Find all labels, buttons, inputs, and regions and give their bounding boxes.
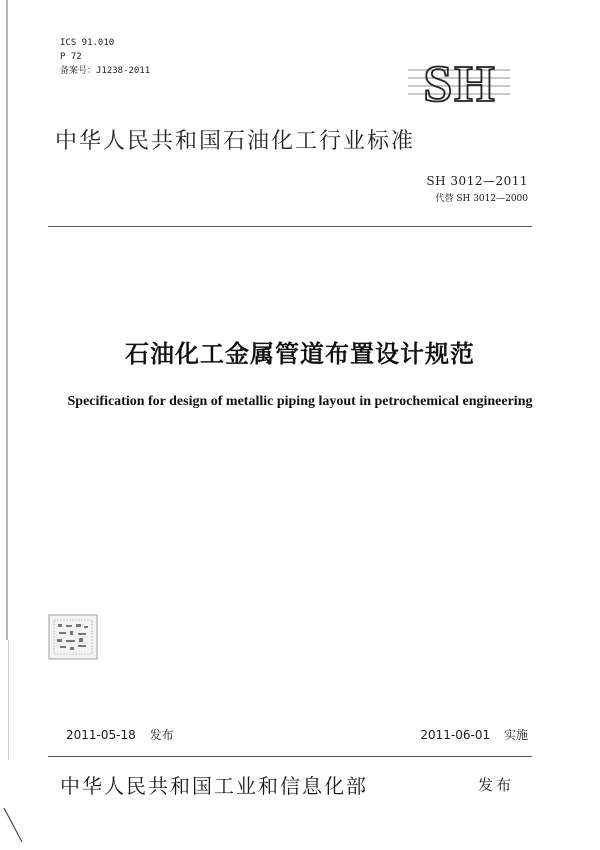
header-divider bbox=[48, 226, 532, 227]
publisher-name: 中华人民共和国工业和信息化部 bbox=[60, 774, 368, 798]
svg-text:SH: SH bbox=[423, 56, 497, 108]
issue-label: 发布 bbox=[149, 728, 174, 742]
category-code: P 72 bbox=[60, 52, 82, 62]
standard-number: SH 3012—2011 bbox=[426, 174, 528, 188]
document-title-english: Specification for design of metallic piping layout in petrochemical engineering bbox=[67, 394, 533, 409]
standard-number-block bbox=[426, 174, 528, 204]
implementation-date-block bbox=[420, 726, 528, 743]
library-stamp bbox=[48, 614, 98, 660]
issue-date-block bbox=[66, 726, 174, 743]
record-number: 备案号：J1238-2011 bbox=[60, 66, 151, 76]
scan-edge-line-lower bbox=[8, 640, 9, 760]
footer-divider bbox=[48, 756, 532, 757]
implementation-label: 实施 bbox=[503, 728, 528, 742]
scan-edge-line bbox=[6, 0, 8, 640]
replaces-standard: 代替 SH 3012—2000 bbox=[435, 194, 528, 204]
ics-code: ICS 91.010 bbox=[60, 38, 115, 48]
classification-block bbox=[60, 36, 150, 78]
publisher-action: 发布 bbox=[478, 776, 515, 794]
standard-category-title: 中华人民共和国石油化工行业标准 bbox=[55, 129, 416, 154]
implementation-date: 2011-06-01 bbox=[420, 728, 491, 742]
issue-date: 2011-05-18 bbox=[66, 728, 136, 742]
scan-corner-mark bbox=[0, 806, 30, 846]
document-title-chinese: 石油化工金属管道布置设计规范 bbox=[125, 340, 475, 368]
sh-logo bbox=[398, 56, 522, 108]
